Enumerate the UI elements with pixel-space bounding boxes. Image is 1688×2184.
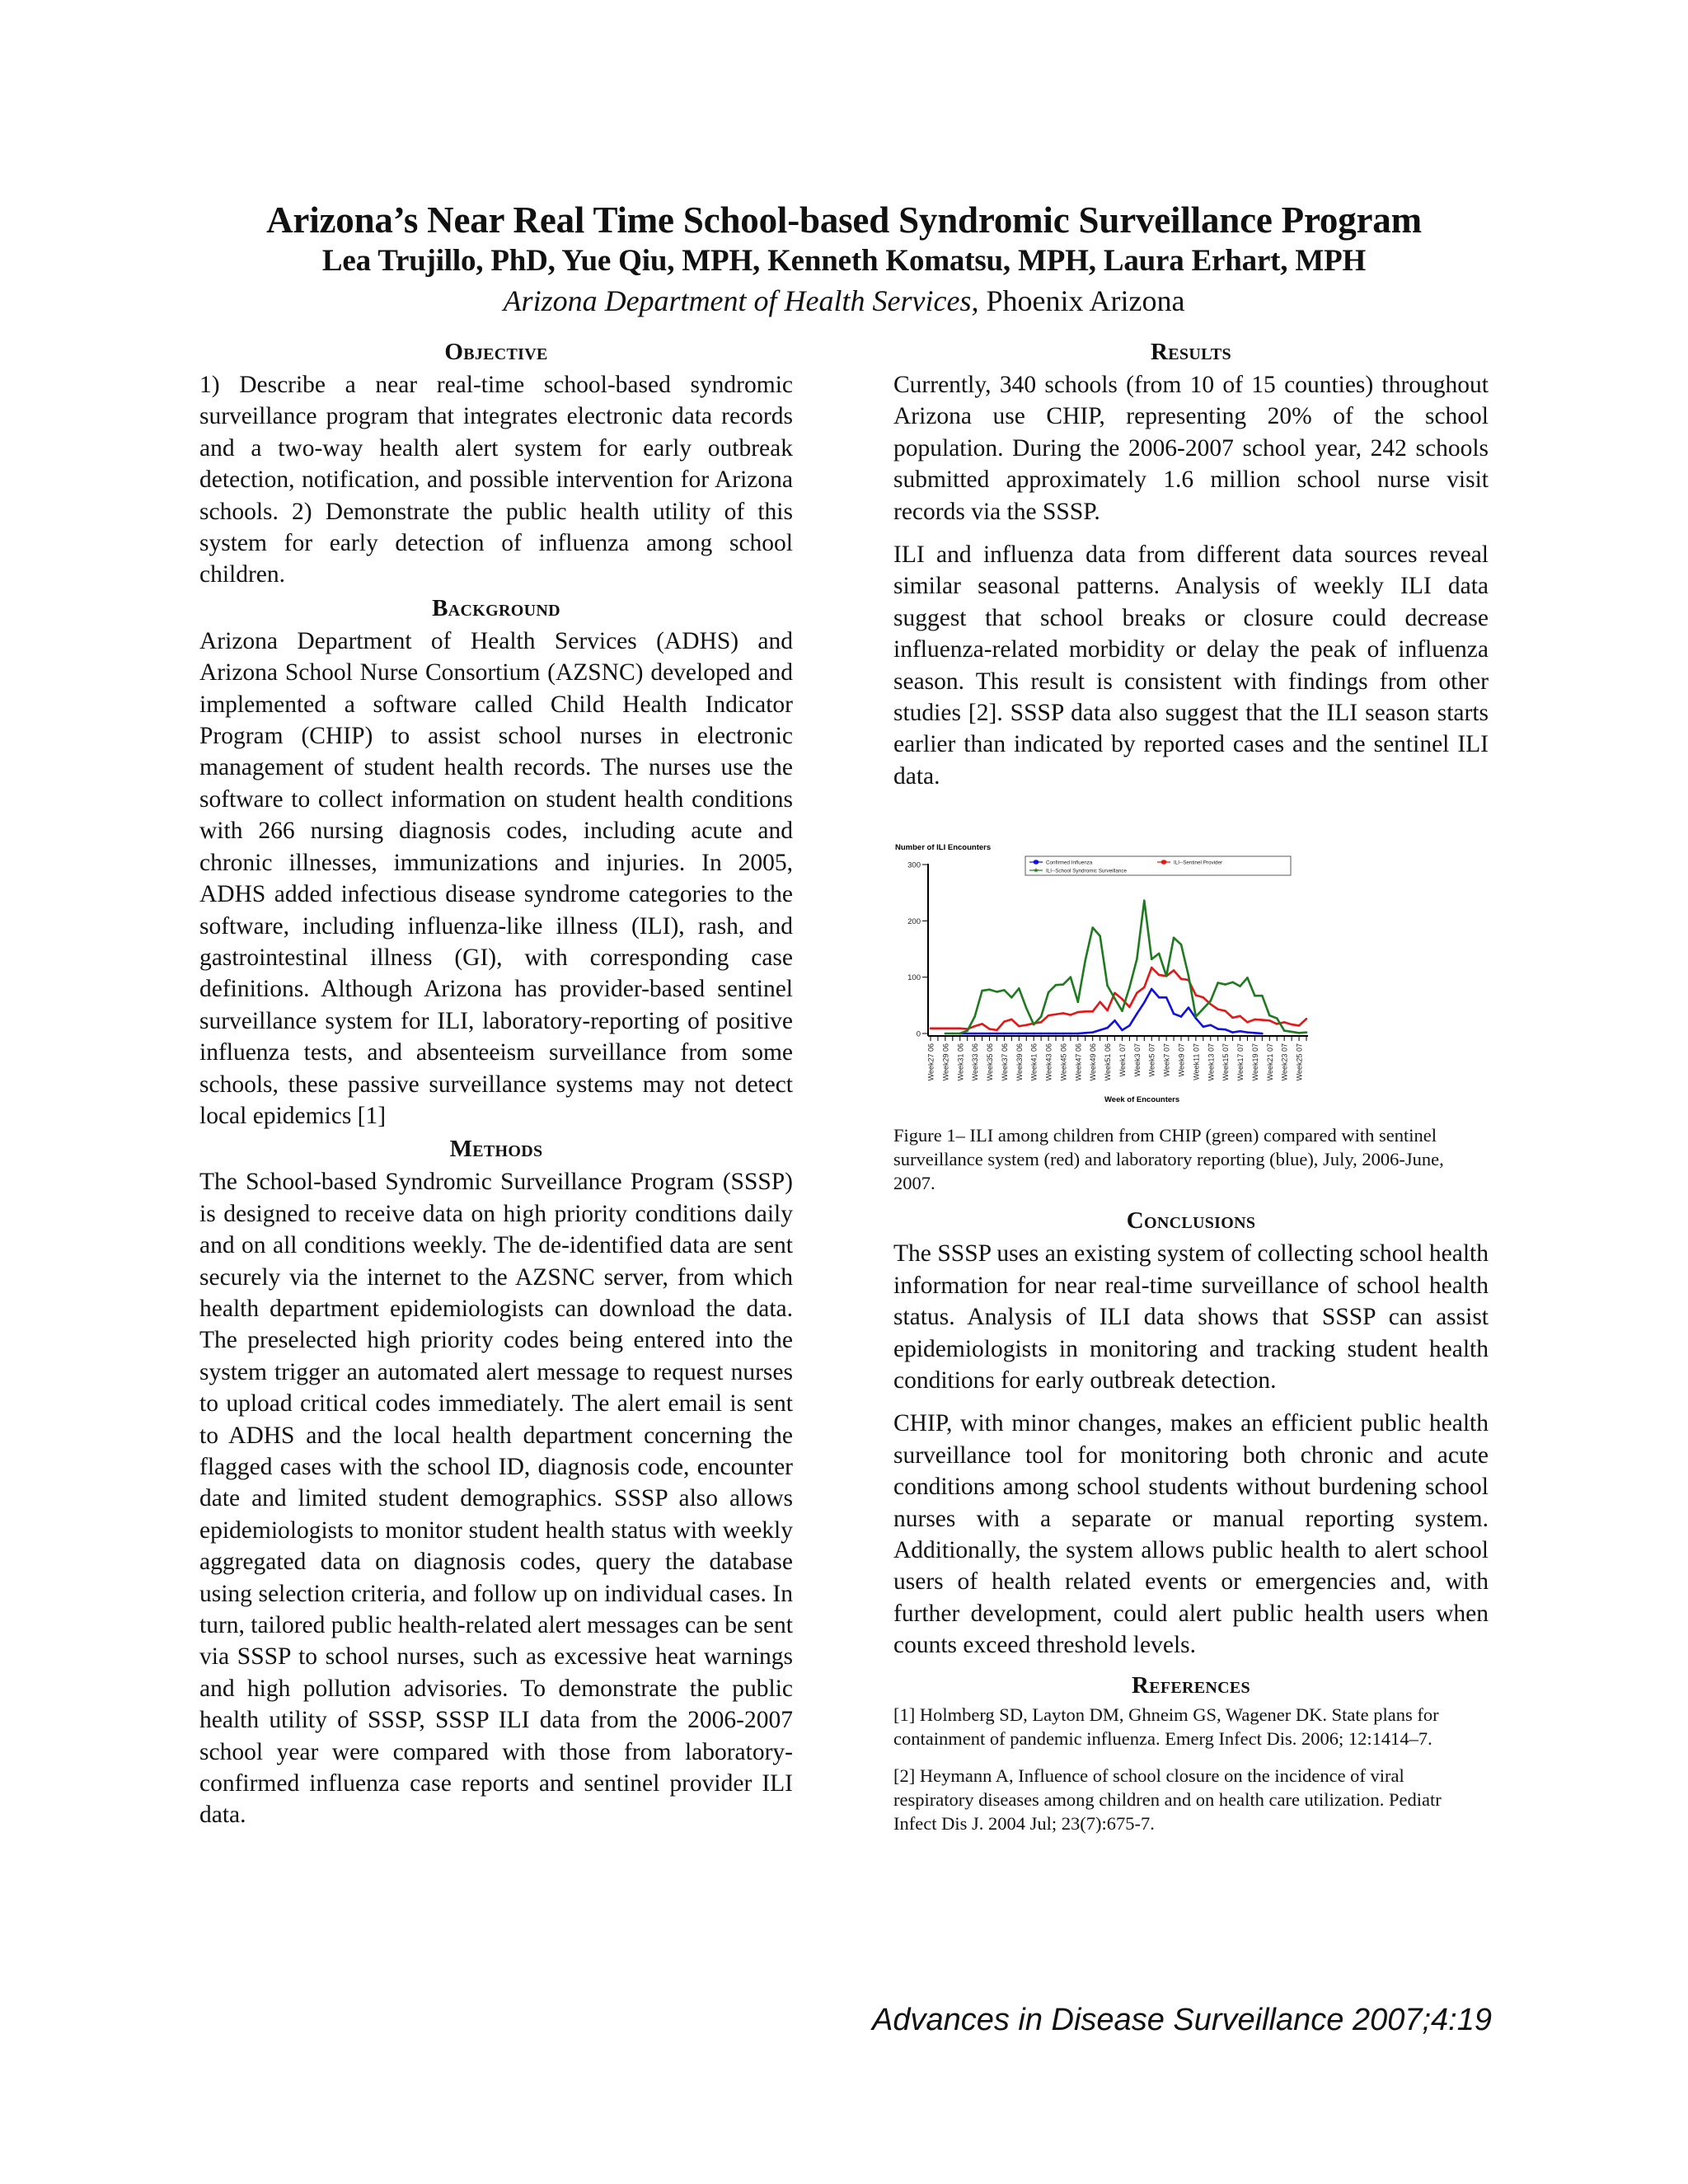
data-point-confirmed-influenza xyxy=(1239,1030,1241,1033)
x-tick-label: Week1 07 xyxy=(1118,1043,1127,1077)
data-point-confirmed-influenza xyxy=(1099,1029,1101,1032)
data-point-confirmed-influenza xyxy=(973,1033,976,1035)
x-tick-label: Week11 07 xyxy=(1192,1043,1201,1080)
background-paragraph: Arizona Department of Health Services (ADHS) and Arizona School Nurse Consortium (AZSNC) developed and implemented a software called Child Health Indicator Program (CHIP) to assist school nurses in electronic management of student health records. The nurses use the software to collect information on student health conditions with 266 nursing diagnosis codes, including acute and chronic illnesses, immunizations and injuries. In 2005, ADHS added infectious disease syndrome categories to the software, including influenza-like illness (ILI), rash, and gastrointestinal illness (GI), with corresponding case definitions. Although Arizona has provider-based sentinel surveillance system for ILI, laboratory-reporting of positive influenza tests, and absenteeism surveillance from some schools, these passive surveillance systems may not detect local epidemics [1] xyxy=(199,627,793,1129)
data-point-ili-sentinel-provider xyxy=(1246,1021,1249,1024)
reference-item: [2] Heymann A, Influence of school closure on the incidence of viral respiratory diseases among children and on health care utilization. Pediatr Infect Dis J. 2004 Jul; 23(7):675-7. xyxy=(893,1765,1442,1834)
data-point-ili-school-syndromic-surveillance xyxy=(1084,959,1086,962)
data-point-ili-sentinel-provider xyxy=(996,1029,998,1032)
x-tick-label: Week17 07 xyxy=(1236,1043,1245,1081)
data-point-ili-school-syndromic-surveillance xyxy=(1062,984,1065,987)
data-point-ili-sentinel-provider xyxy=(959,1028,961,1030)
data-point-ili-sentinel-provider xyxy=(1040,1021,1043,1024)
data-point-ili-sentinel-provider xyxy=(1158,974,1160,977)
data-point-confirmed-influenza xyxy=(1231,1032,1234,1034)
data-point-ili-sentinel-provider xyxy=(1203,996,1205,999)
author-list: Lea Trujillo, PhD, Yue Qiu, MPH, Kenneth Komatsu, MPH, Laura Erhart, MPH xyxy=(321,244,1367,278)
data-point-ili-school-syndromic-surveillance xyxy=(1195,1015,1198,1018)
data-point-ili-sentinel-provider xyxy=(952,1028,954,1030)
data-point-confirmed-influenza xyxy=(1261,1033,1264,1035)
data-point-ili-school-syndromic-surveillance xyxy=(1040,1015,1043,1018)
section-heading-objective: Objective xyxy=(444,339,548,365)
data-point-ili-sentinel-provider xyxy=(1254,1019,1256,1021)
x-tick-label: Week21 07 xyxy=(1265,1043,1274,1081)
data-point-ili-sentinel-provider xyxy=(1291,1024,1293,1026)
data-point-confirmed-influenza xyxy=(1114,1019,1116,1022)
data-point-ili-sentinel-provider xyxy=(1062,1012,1065,1015)
data-point-ili-sentinel-provider xyxy=(1077,1011,1080,1014)
data-point-confirmed-influenza xyxy=(1033,1033,1035,1035)
data-point-confirmed-influenza xyxy=(981,1033,983,1035)
x-tick-label: Week51 06 xyxy=(1104,1043,1113,1081)
data-point-ili-sentinel-provider xyxy=(1003,1021,1006,1024)
data-point-ili-school-syndromic-surveillance xyxy=(1261,995,1264,997)
x-tick-label: Week15 07 xyxy=(1221,1043,1231,1081)
data-point-confirmed-influenza xyxy=(1158,996,1160,999)
x-tick-label: Week41 06 xyxy=(1029,1043,1039,1081)
x-tick-label: Week35 06 xyxy=(986,1043,995,1081)
data-point-ili-school-syndromic-surveillance xyxy=(1254,995,1256,997)
paper-title: Arizona’s Near Real Time School-based Syndromic Surveillance Program xyxy=(266,199,1422,241)
data-point-ili-sentinel-provider xyxy=(1084,1010,1086,1013)
data-point-confirmed-influenza xyxy=(1062,1033,1065,1035)
right-column xyxy=(893,336,1489,1835)
section-heading-conclusions: Conclusions xyxy=(1126,1207,1256,1235)
data-point-ili-school-syndromic-surveillance xyxy=(1010,996,1013,999)
paper-header xyxy=(0,198,1688,320)
reference-item: [1] Holmberg SD, Layton DM, Ghneim GS, Wagener DK. State plans for containment of pandemic influenza. Emerg Infect Dis. 2006; 12:1414–7. xyxy=(893,1704,1439,1749)
data-point-ili-school-syndromic-surveillance xyxy=(1070,977,1072,979)
data-point-ili-school-syndromic-surveillance xyxy=(1018,987,1020,990)
series-line-ili-school-syndromic-surveillance xyxy=(945,901,1306,1033)
data-point-confirmed-influenza xyxy=(1091,1032,1094,1034)
data-point-confirmed-influenza xyxy=(1224,1029,1226,1031)
objective-paragraph: 1) Describe a near real-time school-based syndromic surveillance program that integrates electronic data records and a two-way health alert system for early outbreak detection, notification, and possible intervention for Arizona schools. 2) Demonstrate the public health utility of this system for early detection of influenza among school children. xyxy=(199,372,793,588)
data-point-confirmed-influenza xyxy=(1077,1033,1080,1035)
data-point-ili-school-syndromic-surveillance xyxy=(1128,987,1131,989)
data-point-ili-school-syndromic-surveillance xyxy=(1106,985,1109,987)
data-point-ili-school-syndromic-surveillance xyxy=(1055,984,1057,987)
x-axis-label: Week of Encounters xyxy=(1104,1095,1180,1105)
data-point-ili-sentinel-provider xyxy=(1128,1006,1131,1009)
data-point-confirmed-influenza xyxy=(1003,1033,1006,1035)
section-heading-references: References xyxy=(1132,1671,1250,1699)
data-point-ili-sentinel-provider xyxy=(1025,1024,1028,1027)
data-point-ili-school-syndromic-surveillance xyxy=(966,1030,968,1033)
data-point-confirmed-influenza xyxy=(1151,988,1153,991)
data-point-confirmed-influenza xyxy=(1188,1007,1190,1010)
data-point-ili-school-syndromic-surveillance xyxy=(1165,975,1168,977)
journal-citation-footer: Advances in Disease Surveillance 2007;4:19 xyxy=(871,2003,1492,2037)
data-point-ili-school-syndromic-surveillance xyxy=(1180,944,1183,946)
left-column xyxy=(199,336,793,1831)
x-tick-label: Week19 07 xyxy=(1250,1043,1259,1081)
data-point-ili-sentinel-provider xyxy=(945,1028,947,1030)
data-point-ili-school-syndromic-surveillance xyxy=(981,990,983,992)
data-point-ili-school-syndromic-surveillance xyxy=(959,1033,961,1035)
data-point-confirmed-influenza xyxy=(988,1033,991,1035)
data-point-ili-sentinel-provider xyxy=(1010,1019,1013,1021)
data-point-ili-school-syndromic-surveillance xyxy=(1239,986,1241,988)
data-point-ili-school-syndromic-surveillance xyxy=(1224,984,1226,987)
data-point-ili-sentinel-provider xyxy=(1195,995,1198,997)
data-point-confirmed-influenza xyxy=(1203,1026,1205,1029)
data-point-ili-school-syndromic-surveillance xyxy=(1077,1001,1080,1004)
data-point-confirmed-influenza xyxy=(1025,1033,1028,1035)
affiliation-location: Phoenix Arizona xyxy=(978,284,1185,317)
data-point-ili-school-syndromic-surveillance xyxy=(952,1033,954,1035)
data-point-ili-school-syndromic-surveillance xyxy=(1246,977,1249,979)
data-point-confirmed-influenza xyxy=(1048,1033,1050,1035)
data-point-ili-school-syndromic-surveillance xyxy=(1003,989,1006,991)
data-point-confirmed-influenza xyxy=(1010,1033,1013,1035)
section-heading-methods: Methods xyxy=(449,1136,543,1163)
data-point-ili-sentinel-provider xyxy=(1099,1001,1101,1004)
data-point-ili-sentinel-provider xyxy=(988,1029,991,1031)
data-point-ili-sentinel-provider xyxy=(1283,1021,1286,1024)
data-point-confirmed-influenza xyxy=(1040,1033,1043,1035)
data-point-ili-sentinel-provider xyxy=(937,1028,940,1030)
series-line-ili-sentinel-provider xyxy=(931,968,1306,1030)
data-point-ili-sentinel-provider xyxy=(1231,1017,1234,1019)
data-point-confirmed-influenza xyxy=(1254,1032,1256,1034)
data-point-ili-school-syndromic-surveillance xyxy=(1209,1000,1212,1002)
data-point-ili-school-syndromic-surveillance xyxy=(1268,1015,1271,1017)
data-point-confirmed-influenza xyxy=(1018,1033,1020,1035)
y-tick-label: 100 xyxy=(907,973,921,983)
data-point-ili-sentinel-provider xyxy=(1048,1015,1050,1017)
conclusions-paragraph: The SSSP uses an existing system of collecting school health information for near real-time surveillance of school health status. Analysis of ILI data shows that SSSP can assist epidemiologists in monitoring and tracking student health conditions for early outbreak detection. xyxy=(893,1240,1489,1394)
data-point-ili-school-syndromic-surveillance xyxy=(973,1015,976,1018)
data-point-ili-school-syndromic-surveillance xyxy=(1188,975,1190,977)
x-tick-label: Week47 06 xyxy=(1074,1043,1083,1081)
data-point-confirmed-influenza xyxy=(1180,1015,1183,1018)
data-point-confirmed-influenza xyxy=(1070,1033,1072,1035)
legend-circle-icon xyxy=(1034,860,1039,865)
data-point-ili-sentinel-provider xyxy=(930,1028,932,1030)
data-point-ili-school-syndromic-surveillance xyxy=(988,989,991,991)
series-line-confirmed-influenza xyxy=(960,989,1263,1033)
data-point-confirmed-influenza xyxy=(1246,1032,1249,1034)
data-point-ili-school-syndromic-surveillance xyxy=(1033,1024,1035,1026)
data-point-ili-sentinel-provider xyxy=(1217,1009,1219,1011)
data-point-ili-sentinel-provider xyxy=(1261,1019,1264,1022)
data-point-ili-sentinel-provider xyxy=(1276,1023,1278,1025)
data-point-ili-sentinel-provider xyxy=(1070,1014,1072,1016)
x-tick-label: Week3 07 xyxy=(1132,1043,1142,1077)
data-point-ili-school-syndromic-surveillance xyxy=(1025,1007,1028,1010)
data-point-ili-school-syndromic-surveillance xyxy=(1283,1030,1286,1033)
data-point-ili-sentinel-provider xyxy=(1224,1010,1226,1013)
data-point-ili-school-syndromic-surveillance xyxy=(1217,982,1219,984)
section-heading-background: Background xyxy=(432,594,560,621)
data-point-ili-sentinel-provider xyxy=(1114,992,1116,995)
data-point-ili-school-syndromic-surveillance xyxy=(1151,958,1153,961)
data-point-ili-school-syndromic-surveillance xyxy=(945,1033,947,1035)
data-point-confirmed-influenza xyxy=(1165,996,1168,999)
data-point-confirmed-influenza xyxy=(1143,1001,1146,1004)
data-point-confirmed-influenza xyxy=(1121,1029,1123,1032)
data-point-confirmed-influenza xyxy=(1173,1013,1175,1015)
data-point-ili-school-syndromic-surveillance xyxy=(1136,958,1138,961)
data-point-ili-school-syndromic-surveillance xyxy=(1099,935,1101,938)
data-point-ili-school-syndromic-surveillance xyxy=(996,991,998,993)
data-point-ili-sentinel-provider xyxy=(1306,1018,1308,1020)
data-point-ili-school-syndromic-surveillance xyxy=(1091,927,1094,930)
data-point-ili-sentinel-provider xyxy=(1209,1003,1212,1005)
legend-label: ILI--School Syndromic Surveillance xyxy=(1046,868,1127,874)
x-tick-label: Week49 06 xyxy=(1089,1043,1098,1081)
x-tick-label: Week25 07 xyxy=(1295,1043,1304,1081)
data-point-ili-school-syndromic-surveillance xyxy=(1048,991,1050,994)
section-heading-results: Results xyxy=(1151,339,1231,365)
data-point-ili-sentinel-provider xyxy=(1091,1010,1094,1013)
data-point-ili-sentinel-provider xyxy=(1239,1015,1241,1018)
data-point-confirmed-influenza xyxy=(1128,1024,1131,1027)
figure-1-chart xyxy=(893,840,1489,1112)
data-point-confirmed-influenza xyxy=(1106,1027,1109,1029)
data-point-confirmed-influenza xyxy=(1084,1032,1086,1034)
data-point-confirmed-influenza xyxy=(1217,1029,1219,1031)
data-point-ili-sentinel-provider xyxy=(981,1023,983,1025)
data-point-ili-sentinel-provider xyxy=(1106,1010,1109,1012)
conclusions-paragraph: CHIP, with minor changes, makes an efficient public health surveillance tool for monitoring both chronic and acute conditions among school students without burdening school nurses with a separate or manual reporting system. Additionally, the system allows public health to alert school users of health related events or emergencies and, with further development, could alert public health users when counts exceed threshold levels. xyxy=(893,1410,1489,1659)
x-tick-label: Week37 06 xyxy=(1000,1043,1009,1081)
x-tick-label: Week45 06 xyxy=(1059,1043,1068,1081)
legend-label: Confirmed Influenza xyxy=(1046,860,1093,866)
affiliation-organization: Arizona Department of Health Services, xyxy=(503,284,979,317)
data-point-ili-sentinel-provider xyxy=(1151,967,1153,969)
data-point-ili-school-syndromic-surveillance xyxy=(1306,1032,1308,1034)
data-point-ili-sentinel-provider xyxy=(1121,998,1123,1001)
y-axis-label: Number of ILI Encounters xyxy=(895,843,992,853)
x-tick-label: Week29 06 xyxy=(941,1043,950,1081)
x-tick-label: Week39 06 xyxy=(1015,1043,1024,1081)
data-point-ili-school-syndromic-surveillance xyxy=(1121,1010,1123,1013)
x-tick-label: Week27 06 xyxy=(926,1043,935,1081)
data-point-ili-sentinel-provider xyxy=(1055,1014,1057,1016)
y-tick-label: 300 xyxy=(907,860,921,870)
data-point-ili-sentinel-provider xyxy=(1173,969,1175,972)
y-tick-label: 0 xyxy=(916,1029,921,1039)
data-point-confirmed-influenza xyxy=(1209,1024,1212,1027)
data-point-ili-school-syndromic-surveillance xyxy=(1291,1031,1293,1033)
results-paragraph: ILI and influenza data from different data sources reveal similar seasonal patterns. Analysis of weekly ILI data suggest that school breaks or closure could decrease influenza-related morbidity or delay the peak of influenza season. This result is consistent with findings from other studies [2]. SSSP data also suggest that the ILI season starts earlier than indicated by reported cases and the sentinel ILI data. xyxy=(893,541,1489,790)
results-paragraph: Currently, 340 schools (from 10 of 15 counties) throughout Arizona use CHIP, representing 20% of the school population. During the 2006-2007 school year, 242 schools submitted approximately 1.6 million school nurse visit records via the SSSP. xyxy=(893,372,1489,525)
y-tick-label: 200 xyxy=(907,917,921,927)
legend-label: ILI--Sentinel Provider xyxy=(1174,860,1223,866)
data-point-ili-sentinel-provider xyxy=(1018,1025,1020,1028)
ili-line-chart xyxy=(893,840,1489,1112)
data-point-confirmed-influenza xyxy=(1136,1013,1138,1015)
x-tick-label: Week7 07 xyxy=(1162,1043,1171,1077)
references-section xyxy=(893,1670,1489,1835)
data-point-ili-sentinel-provider xyxy=(1180,978,1183,981)
methods-paragraph: The School-based Syndromic Surveillance Program (SSSP) is designed to receive data on high priority conditions daily and on all conditions weekly. The de-identified data are sent securely via the internet to the AZSNC server, from which health department epidemiologists can download the data. The preselected high priority codes being entered into the system trigger an automated alert message to request nurses to upload critical codes immediately. The alert email is sent to ADHS and the local health department concerning the flagged cases with the school ID, diagnosis code, encounter date and limited student demographics. SSSP also allows epidemiologists to monitor student health status with weekly aggregated data on diagnosis codes, query the database using selection criteria, and follow up on individual cases. In turn, tailored public health-related alert messages can be sent via SSSP to school nurses, such as excessive heat warnings and high pollution advisories. To demonstrate the public health utility of SSSP, SSSP ILI data from the 2006-2007 school year were compared with those from laboratory-confirmed influenza case reports and sentinel provider ILI data. xyxy=(199,1169,793,1829)
data-point-ili-school-syndromic-surveillance xyxy=(1158,953,1160,955)
data-point-ili-sentinel-provider xyxy=(1298,1024,1301,1027)
legend-circle-icon xyxy=(1161,860,1167,865)
figure-caption: Figure 1– ILI among children from CHIP (green) compared with sentinel surveillance system (red) and laboratory reporting (blue), July, 2006-June, 2007. xyxy=(893,1125,1444,1194)
data-point-ili-school-syndromic-surveillance xyxy=(1298,1032,1301,1034)
x-tick-label: Week23 07 xyxy=(1280,1043,1289,1081)
affiliation xyxy=(0,282,1688,320)
x-tick-label: Week43 06 xyxy=(1044,1043,1053,1081)
data-point-ili-school-syndromic-surveillance xyxy=(1231,982,1234,984)
x-tick-label: Week13 07 xyxy=(1207,1043,1216,1081)
data-point-ili-school-syndromic-surveillance xyxy=(1203,1008,1205,1010)
data-point-ili-school-syndromic-surveillance xyxy=(1143,900,1146,902)
data-point-ili-sentinel-provider xyxy=(973,1025,976,1028)
x-tick-label: Week9 07 xyxy=(1177,1043,1186,1077)
data-point-ili-school-syndromic-surveillance xyxy=(1114,998,1116,1001)
data-point-confirmed-influenza xyxy=(966,1033,968,1035)
data-point-ili-sentinel-provider xyxy=(1136,992,1138,995)
data-point-ili-sentinel-provider xyxy=(1143,987,1146,989)
x-tick-label: Week5 07 xyxy=(1147,1043,1156,1077)
data-point-confirmed-influenza xyxy=(1055,1033,1057,1035)
x-tick-label: Week33 06 xyxy=(971,1043,980,1081)
data-point-ili-school-syndromic-surveillance xyxy=(1173,937,1175,940)
data-point-confirmed-influenza xyxy=(996,1033,998,1035)
data-point-ili-sentinel-provider xyxy=(1268,1019,1271,1022)
x-tick-label: Week31 06 xyxy=(956,1043,965,1081)
data-point-ili-school-syndromic-surveillance xyxy=(1276,1018,1278,1020)
